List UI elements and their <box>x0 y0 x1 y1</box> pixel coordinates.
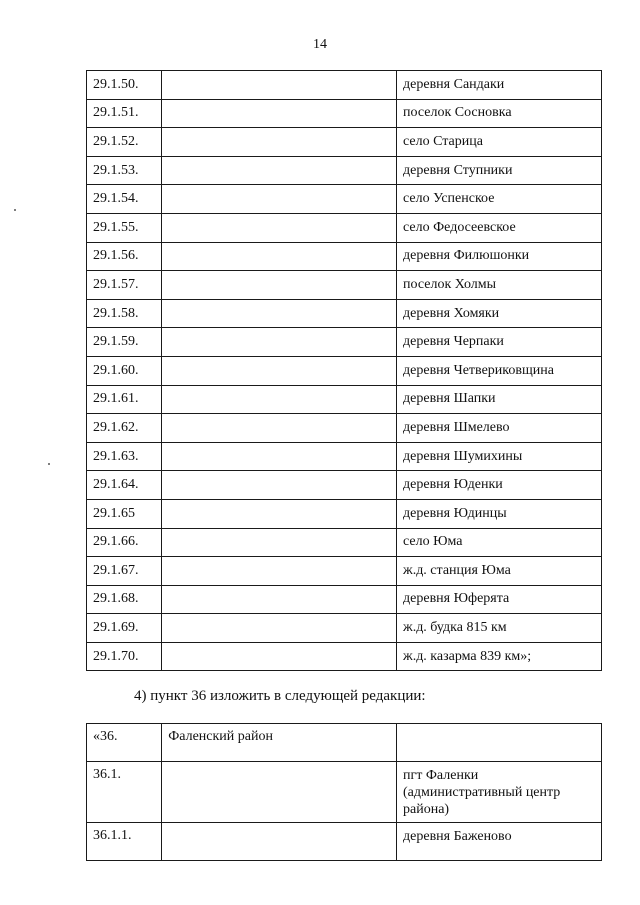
settlement-name-cell: пгт Фаленки (административный центр района) <box>397 762 602 823</box>
table-row <box>87 585 602 614</box>
settlements-table <box>86 70 602 671</box>
row-number-cell: 29.1.58. <box>87 299 162 328</box>
row-middle-cell <box>162 823 397 861</box>
row-middle-cell <box>162 385 397 414</box>
table-row <box>87 499 602 528</box>
row-middle-cell <box>162 414 397 443</box>
row-middle-cell <box>162 356 397 385</box>
row-middle-cell <box>162 299 397 328</box>
table-row <box>87 724 602 762</box>
row-middle-cell <box>162 762 397 823</box>
row-number-cell: 29.1.63. <box>87 442 162 471</box>
table-row <box>87 762 602 823</box>
amendment-instruction: 4) пункт 36 изложить в следующей редакции: <box>134 688 426 704</box>
settlement-name-cell: поселок Холмы <box>397 271 602 300</box>
settlement-name-cell: деревня Черпаки <box>397 328 602 357</box>
settlement-name-cell: деревня Хомяки <box>397 299 602 328</box>
row-number-cell: 29.1.51. <box>87 99 162 128</box>
row-number-cell: 36.1.1. <box>87 823 162 861</box>
table-row <box>87 271 602 300</box>
row-number-cell: 29.1.70. <box>87 642 162 671</box>
row-middle-cell <box>162 328 397 357</box>
settlement-name-cell: деревня Четвериковщина <box>397 356 602 385</box>
settlement-name-cell: деревня Баженово <box>397 823 602 861</box>
row-middle-cell <box>162 528 397 557</box>
row-number-cell: 29.1.67. <box>87 557 162 586</box>
scan-speck <box>14 209 16 211</box>
row-middle-cell <box>162 213 397 242</box>
table-row <box>87 614 602 643</box>
row-number-cell: 29.1.62. <box>87 414 162 443</box>
settlement-name-cell <box>397 724 602 762</box>
table-row <box>87 185 602 214</box>
row-number-cell: 29.1.60. <box>87 356 162 385</box>
row-number-cell: 29.1.59. <box>87 328 162 357</box>
settlement-name-cell: деревня Шмелево <box>397 414 602 443</box>
settlement-name-cell: ж.д. будка 815 км <box>397 614 602 643</box>
row-middle-cell <box>162 642 397 671</box>
table-row <box>87 442 602 471</box>
settlement-name-cell: село Успенское <box>397 185 602 214</box>
table-row <box>87 299 602 328</box>
row-number-cell: 29.1.55. <box>87 213 162 242</box>
settlement-name-cell: деревня Юденки <box>397 471 602 500</box>
row-middle-cell <box>162 242 397 271</box>
settlement-name-cell: деревня Филюшонки <box>397 242 602 271</box>
row-middle-cell: Фаленский район <box>162 724 397 762</box>
falenki-district-table <box>86 723 602 861</box>
table-row <box>87 128 602 157</box>
table-row <box>87 471 602 500</box>
row-number-cell: «36. <box>87 724 162 762</box>
settlement-name-cell: деревня Шумихины <box>397 442 602 471</box>
table-row <box>87 528 602 557</box>
row-number-cell: 36.1. <box>87 762 162 823</box>
settlement-name-cell: деревня Шапки <box>397 385 602 414</box>
row-number-cell: 29.1.66. <box>87 528 162 557</box>
settlement-name-cell: село Старица <box>397 128 602 157</box>
settlement-name-cell: деревня Юферята <box>397 585 602 614</box>
table-row <box>87 642 602 671</box>
settlement-name-cell: село Федосеевское <box>397 213 602 242</box>
row-middle-cell <box>162 185 397 214</box>
settlement-name-cell: ж.д. станция Юма <box>397 557 602 586</box>
table-row <box>87 242 602 271</box>
table-row <box>87 71 602 100</box>
row-number-cell: 29.1.54. <box>87 185 162 214</box>
table-row <box>87 385 602 414</box>
settlement-name-cell: поселок Сосновка <box>397 99 602 128</box>
row-number-cell: 29.1.61. <box>87 385 162 414</box>
row-number-cell: 29.1.57. <box>87 271 162 300</box>
row-number-cell: 29.1.69. <box>87 614 162 643</box>
table-row <box>87 414 602 443</box>
row-middle-cell <box>162 499 397 528</box>
row-number-cell: 29.1.68. <box>87 585 162 614</box>
row-middle-cell <box>162 99 397 128</box>
row-middle-cell <box>162 614 397 643</box>
table-row <box>87 823 602 861</box>
table-row <box>87 213 602 242</box>
row-middle-cell <box>162 271 397 300</box>
settlement-name-cell: деревня Юдинцы <box>397 499 602 528</box>
row-number-cell: 29.1.56. <box>87 242 162 271</box>
row-middle-cell <box>162 156 397 185</box>
row-middle-cell <box>162 442 397 471</box>
row-number-cell: 29.1.53. <box>87 156 162 185</box>
settlement-name-cell: деревня Ступники <box>397 156 602 185</box>
row-middle-cell <box>162 585 397 614</box>
table-row <box>87 156 602 185</box>
table-row <box>87 328 602 357</box>
settlement-name-cell: ж.д. казарма 839 км»; <box>397 642 602 671</box>
table-row <box>87 356 602 385</box>
row-number-cell: 29.1.50. <box>87 71 162 100</box>
table-row <box>87 99 602 128</box>
scan-speck <box>48 463 50 465</box>
row-middle-cell <box>162 71 397 100</box>
row-middle-cell <box>162 471 397 500</box>
settlement-name-cell: село Юма <box>397 528 602 557</box>
page-number: 14 <box>313 37 327 52</box>
row-middle-cell <box>162 128 397 157</box>
settlement-name-cell: деревня Сандаки <box>397 71 602 100</box>
row-number-cell: 29.1.52. <box>87 128 162 157</box>
row-number-cell: 29.1.65 <box>87 499 162 528</box>
table-row <box>87 557 602 586</box>
row-middle-cell <box>162 557 397 586</box>
row-number-cell: 29.1.64. <box>87 471 162 500</box>
